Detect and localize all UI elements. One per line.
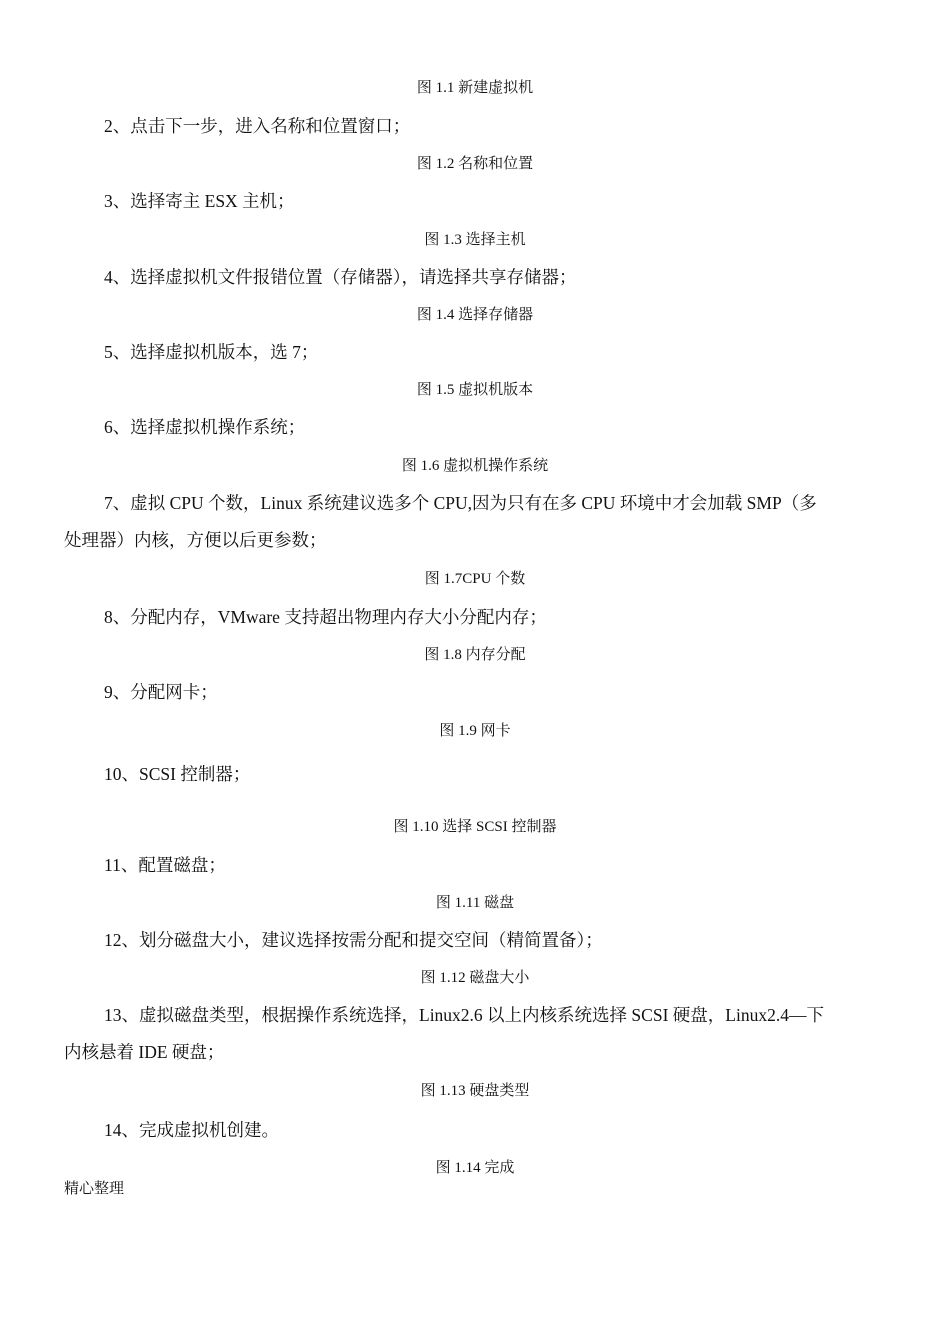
step-6: 6、选择虚拟机操作系统； <box>104 417 306 437</box>
figure-caption-1-8: 图 1.8 内存分配 <box>424 647 526 663</box>
step-12: 12、划分磁盘大小，建议选择按需分配和提交空间（精简置备）； <box>104 930 603 950</box>
figure-caption-1-1: 图 1.1 新建虚拟机 <box>416 80 534 96</box>
figure-caption-1-2: 图 1.2 名称和位置 <box>416 156 534 172</box>
step-8: 8、分配内存，VMware 支持超出物理内存大小分配内存； <box>104 607 547 627</box>
figure-caption-1-10: 图 1.10 选择 SCSI 控制器 <box>393 819 557 835</box>
figure-caption-1-14: 图 1.14 完成 <box>435 1160 515 1176</box>
step-13-line-1: 13、虚拟磁盘类型，根据操作系统选择，Linux2.6 以上内核系统选择 SCSI 硬盘，Linux2.4—下 <box>104 1005 824 1025</box>
figure-caption-1-6: 图 1.6 虚拟机操作系统 <box>401 458 549 474</box>
figure-caption-1-13: 图 1.13 硬盘类型 <box>420 1083 530 1099</box>
step-7-line-1: 7、虚拟 CPU 个数，Linux 系统建议选多个 CPU,因为只有在多 CPU 环境中才会加载 SMP（多 <box>104 493 817 513</box>
step-3: 3、选择寄主 ESX 主机； <box>104 191 295 211</box>
step-11: 11、配置磁盘； <box>104 855 226 875</box>
figure-caption-1-7: 图 1.7CPU 个数 <box>424 571 526 587</box>
step-10: 10、SCSI 控制器； <box>104 764 251 784</box>
figure-caption-1-4: 图 1.4 选择存储器 <box>416 307 534 323</box>
figure-caption-1-11: 图 1.11 磁盘 <box>435 895 515 911</box>
figure-caption-1-5: 图 1.5 虚拟机版本 <box>416 382 534 398</box>
step-2: 2、点击下一步，进入名称和位置窗口； <box>104 116 411 136</box>
figure-caption-1-9: 图 1.9 网卡 <box>439 723 511 739</box>
step-13-line-2: 内核悬着 IDE 硬盘； <box>64 1042 225 1062</box>
step-7-line-2: 处理器）内核，方便以后更参数； <box>64 530 327 550</box>
step-5: 5、选择虚拟机版本，选 7； <box>104 342 319 362</box>
figure-caption-1-12: 图 1.12 磁盘大小 <box>420 970 530 986</box>
step-14: 14、完成虚拟机创建。 <box>104 1120 279 1140</box>
step-4: 4、选择虚拟机文件报错位置（存储器），请选择共享存储器； <box>104 267 577 287</box>
step-9: 9、分配网卡； <box>104 682 218 702</box>
figure-caption-1-3: 图 1.3 选择主机 <box>424 232 526 248</box>
page-footer: 精心整理 <box>64 1181 125 1197</box>
